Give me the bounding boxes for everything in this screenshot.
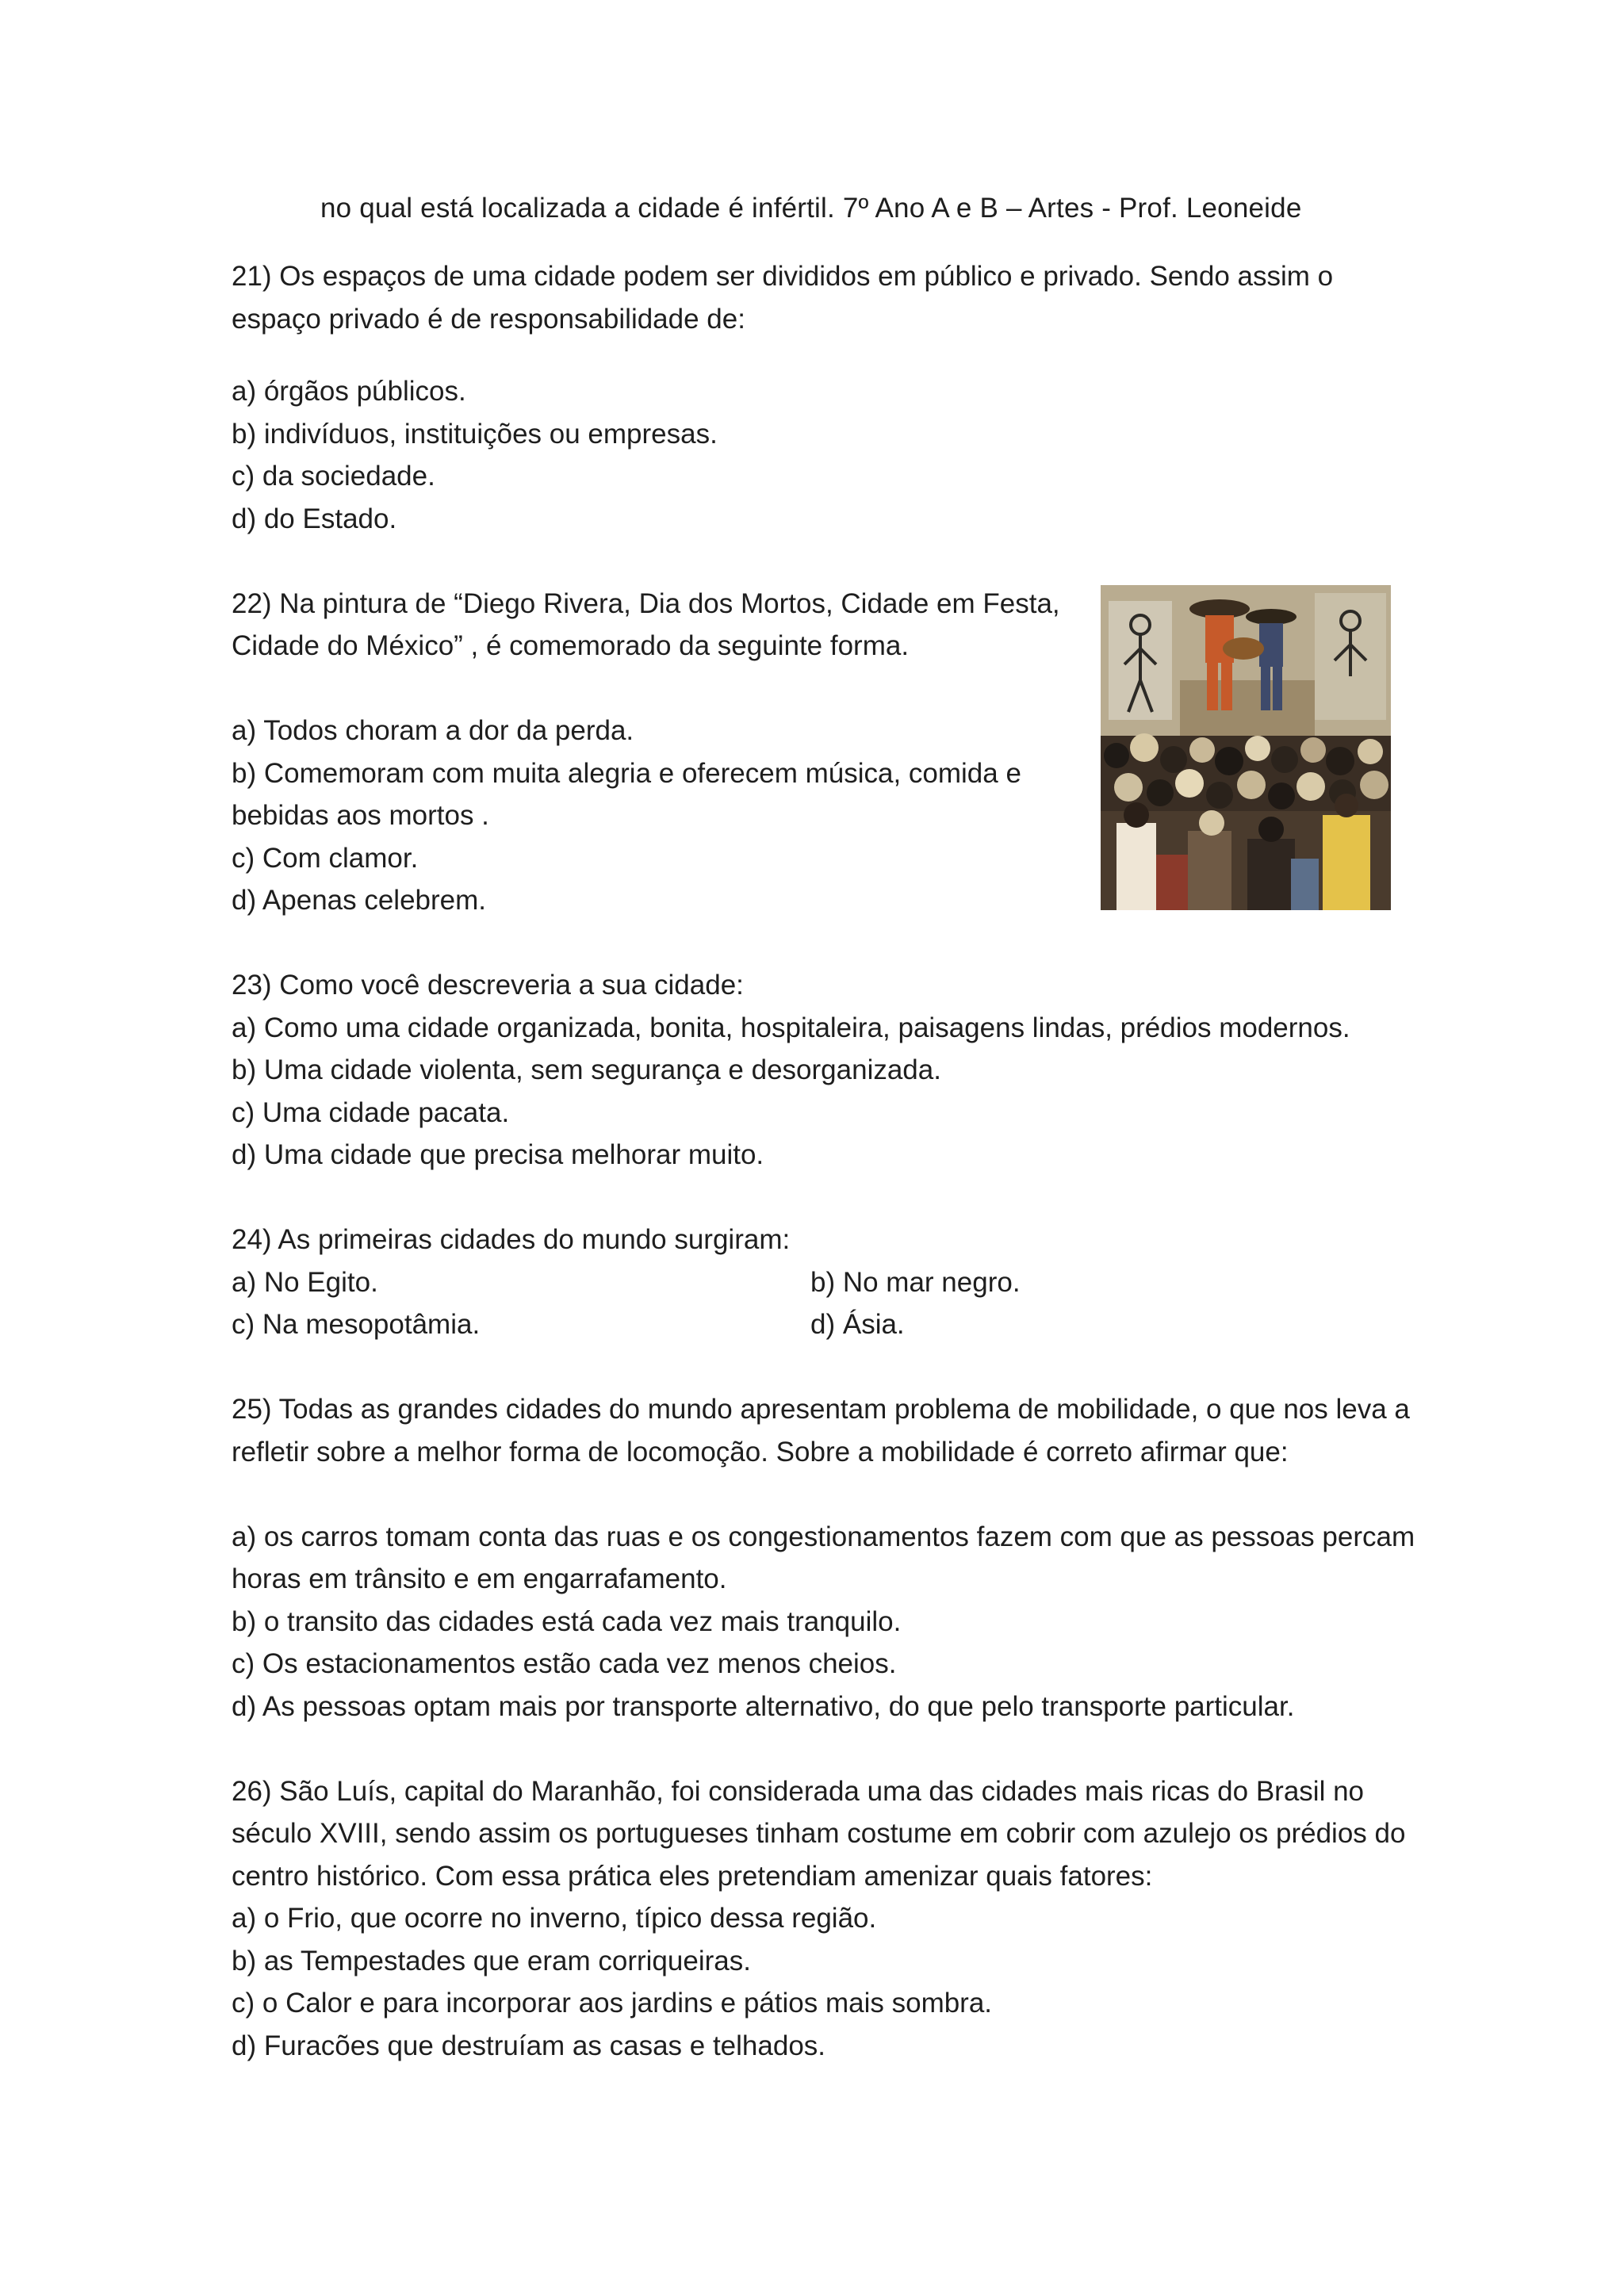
question-26-option-d: d) Furacões que destruíam as casas e telhados. xyxy=(232,2030,826,2061)
question-25-stem: 25) Todas as grandes cidades do mundo apresentam problema de mobilidade, o que nos leva a xyxy=(232,1394,1410,1425)
question-25-option-b: b) o transito das cidades está cada vez mais tranquilo. xyxy=(232,1605,902,1637)
question-22-option-b: b) Comemoram com muita alegria e oferecem música, comida e xyxy=(232,757,1021,789)
question-25-option-a-continued: horas em trânsito e em engarrafamento. xyxy=(232,1563,727,1594)
question-23-stem: 23) Como você descreveria a sua cidade: xyxy=(232,970,744,1001)
question-25-option-c: c) Os estacionamentos estão cada vez menos cheios. xyxy=(232,1648,897,1679)
question-22-stem: 22) Na pintura de “Diego Rivera, Dia dos Mortos, Cidade em Festa, xyxy=(232,587,1060,619)
question-21-option-c: c) da sociedade. xyxy=(232,461,435,492)
painting-image xyxy=(1101,585,1391,910)
question-24-option-d: d) Ásia. xyxy=(810,1309,905,1340)
question-25-option-d: d) As pessoas optam mais por transporte alternativo, do que pelo transporte particular. xyxy=(232,1690,1295,1722)
question-24-options-row xyxy=(232,1261,1397,1304)
question-26-option-b: b) as Tempestades que eram corriqueiras. xyxy=(232,1945,751,1976)
question-23 xyxy=(232,964,1397,1177)
question-25 xyxy=(232,1388,1415,1728)
question-21-option-d: d) do Estado. xyxy=(232,503,397,534)
question-24-options-row xyxy=(232,1303,1397,1346)
question-23-option-d: d) Uma cidade que precisa melhorar muito. xyxy=(232,1139,764,1170)
question-26-option-a: a) o Frio, que ocorre no inverno, típico dessa região. xyxy=(232,1903,877,1934)
question-21-stem: 21) Os espaços de uma cidade podem ser divididos em público e privado. Sendo assim o xyxy=(232,261,1334,292)
question-21 xyxy=(232,255,1397,540)
question-26-stem: 26) São Luís, capital do Maranhão, foi considerada uma das cidades mais ricas do Brasil no xyxy=(232,1775,1365,1807)
question-22-option-a: a) Todos choram a dor da perda. xyxy=(232,715,634,746)
question-23-option-c: c) Uma cidade pacata. xyxy=(232,1096,510,1128)
question-22-option-b-continued: bebidas aos mortos . xyxy=(232,800,489,831)
question-21-option-b: b) indivíduos, instituições ou empresas. xyxy=(232,418,718,450)
header-line: no qual está localizada a cidade é infértil. 7º Ano A e B – Artes - Prof. Leoneide xyxy=(320,193,1302,224)
question-21-option-a: a) órgãos públicos. xyxy=(232,376,466,407)
question-24-option-c: c) Na mesopotâmia. xyxy=(232,1309,481,1340)
question-24-option-b: b) No mar negro. xyxy=(810,1266,1021,1298)
question-24-stem: 24) As primeiras cidades do mundo surgiram: xyxy=(232,1224,791,1255)
question-22-option-c: c) Com clamor. xyxy=(232,842,419,874)
question-23-option-b: b) Uma cidade violenta, sem segurança e desorganizada. xyxy=(232,1054,941,1085)
question-22-option-d: d) Apenas celebrem. xyxy=(232,885,487,916)
question-25-option-a: a) os carros tomam conta das ruas e os congestionamentos fazem com que as pessoas percam xyxy=(232,1521,1415,1552)
question-21-stem: espaço privado é de responsabilidade de: xyxy=(232,303,745,335)
question-25-stem: refletir sobre a melhor forma de locomoção. Sobre a mobilidade é correto afirmar que: xyxy=(232,1436,1289,1468)
question-list xyxy=(232,255,1415,2067)
question-24-option-a: a) No Egito. xyxy=(232,1266,378,1298)
question-26-stem: século XVIII, sendo assim os portugueses tinham costume em cobrir com azulejo os prédios do xyxy=(232,1818,1406,1849)
question-26-option-c: c) o Calor e para incorporar aos jardins e pátios mais sombra. xyxy=(232,1988,993,2019)
question-24 xyxy=(232,1219,1397,1346)
question-26 xyxy=(232,1770,1406,2068)
question-22-stem: Cidade do México” , é comemorado da seguinte forma. xyxy=(232,630,910,661)
question-26-stem: centro histórico. Com essa prática eles pretendiam amenizar quais fatores: xyxy=(232,1860,1153,1892)
question-23-option-a: a) Como uma cidade organizada, bonita, hospitaleira, paisagens lindas, prédios modernos. xyxy=(232,1012,1350,1043)
